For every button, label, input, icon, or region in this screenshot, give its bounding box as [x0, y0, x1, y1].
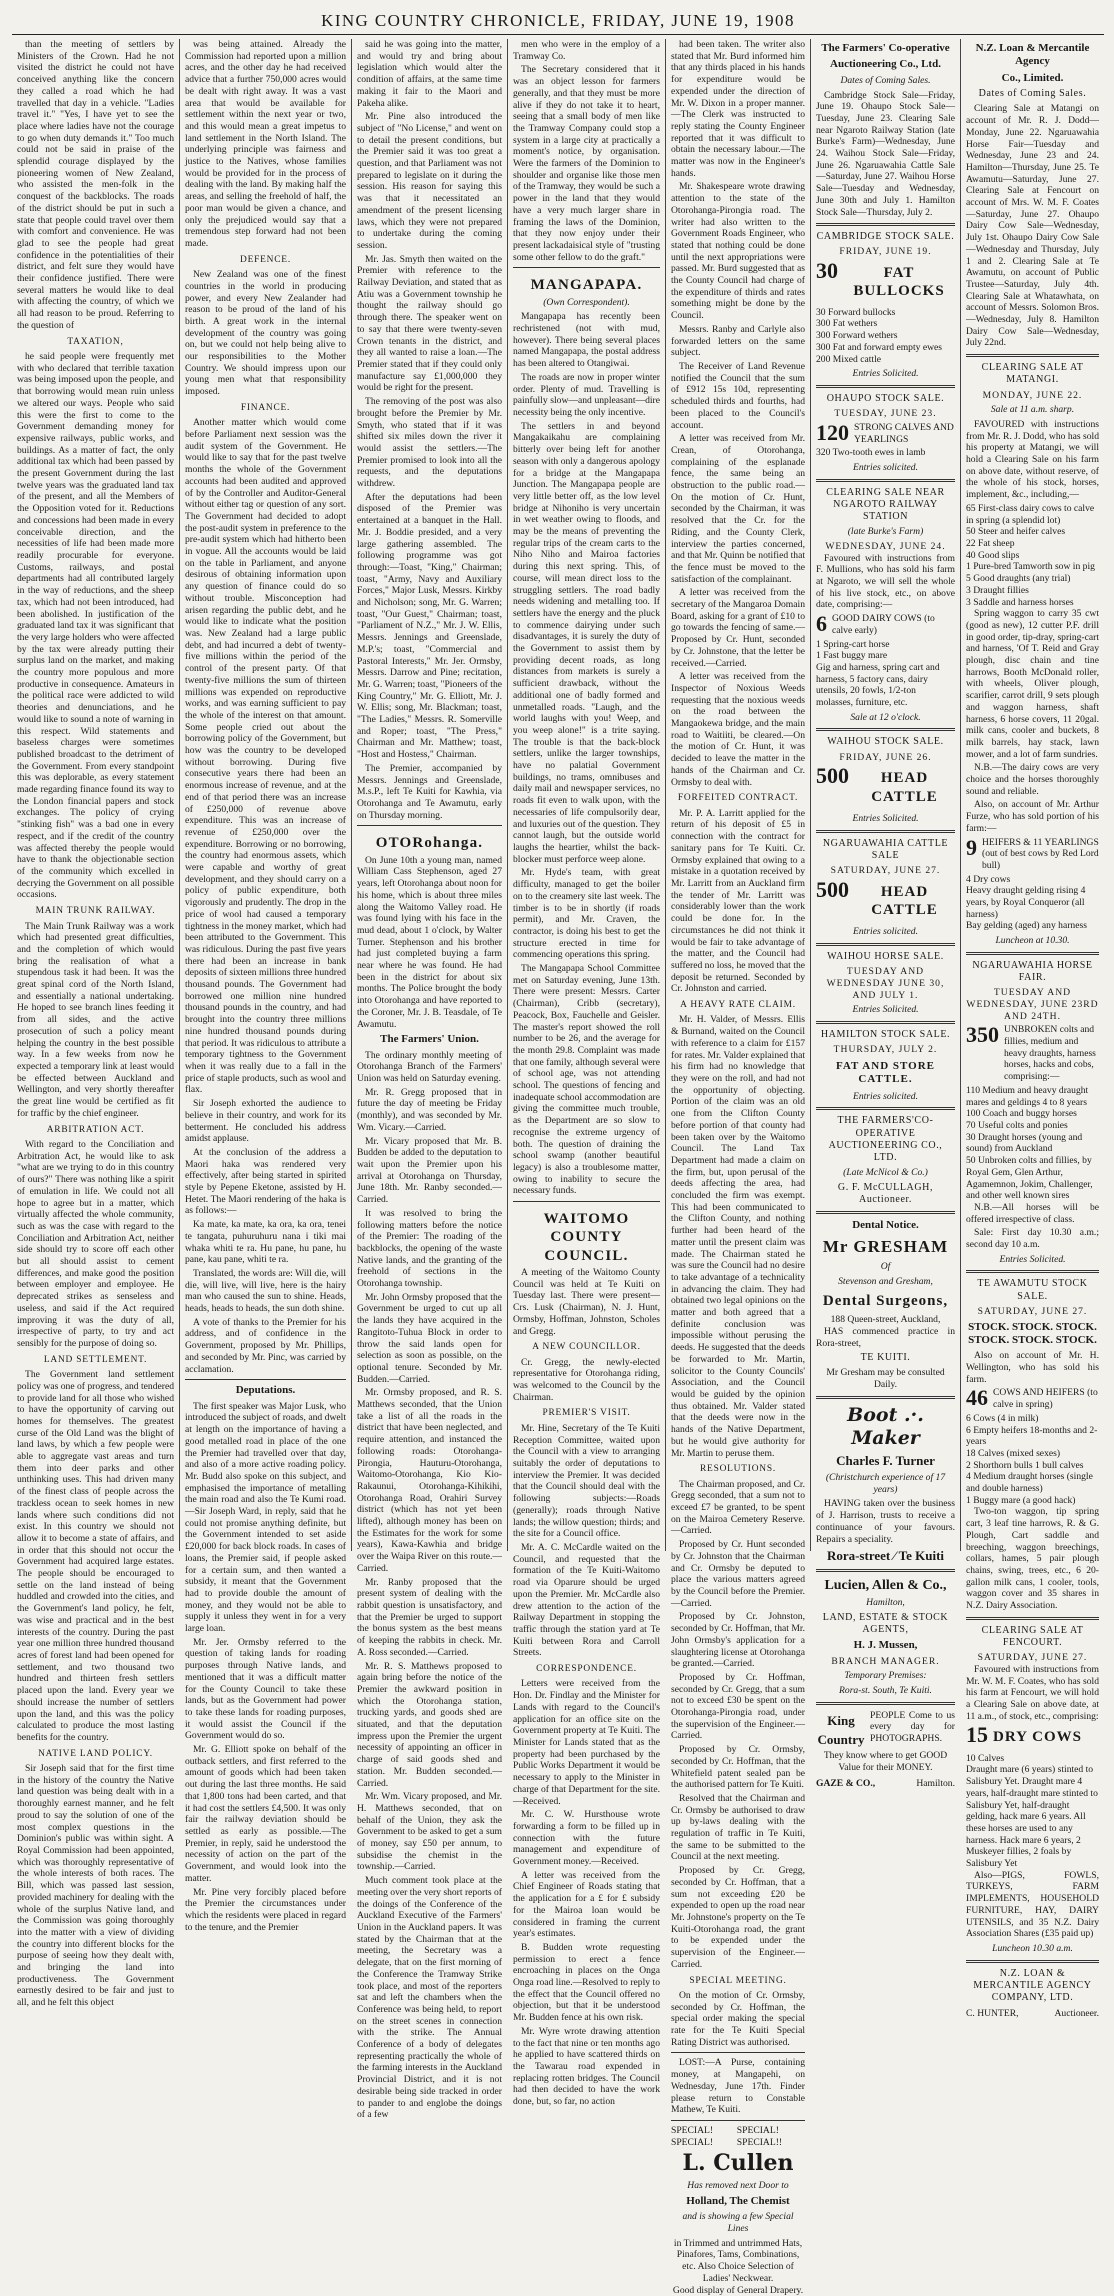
- paragraph: The roads are now in proper winter order. Plenty of mud. Travelling is painfully slow—and unpleasant—dire necessity being the only incentive.: [513, 371, 660, 418]
- paragraph: The ordinary monthly meeting of Otorohanga Branch of the Farmers' Union was held on Saturday evening.: [357, 1049, 502, 1085]
- lucien-line: LAND, ESTATE & STOCK AGENTS,: [822, 1611, 949, 1636]
- dentist-line: Stevenson and Gresham,: [838, 1276, 933, 1288]
- lot-label: FAT AND STORE CATTLE.: [836, 1059, 935, 1086]
- divider: [816, 1021, 955, 1024]
- ad-title: N.Z. Loan & Mercantile Agency: [975, 42, 1090, 68]
- cullen-name: L. Cullen: [682, 2150, 794, 2177]
- lot-number: 30: [816, 258, 838, 284]
- divider: [816, 1702, 955, 1705]
- paragraph: Sale: First day 10.30 a.m.; second day 10 a.m.: [966, 1227, 1099, 1251]
- entries-solicited: Entries Solicited.: [852, 368, 919, 380]
- sale-date: TUESDAY AND WEDNESDAY JUNE 30, AND JULY 1.: [826, 966, 945, 1001]
- subheading-deputations: Deputations.: [235, 1384, 296, 1397]
- paragraph: N.B.—All horses will be offered irrespective of class.: [966, 1201, 1099, 1225]
- subheading-farmers-union: The Farmers' Union.: [380, 1033, 479, 1046]
- entries-solicited: Entries Solicited.: [999, 1253, 1066, 1265]
- paragraph: was being attained. Already the Commission had reported upon a million acres, and the other day he had received advice that a further 750,000 acres would be dealt with right away. It was a vast area that would be available for settlement within the next year or two, and this would mean a great impetus to land settlement in the North Island. The underlying principle was fairness and justice to the Natives, whose families would be provided for in the process of dealing with the land. By making half the areas, and selling the freehold of half, the poor man would be given a chance, and only the prejudiced would say that a tremendous step forward had not been made.: [185, 39, 346, 249]
- paragraph: The first speaker was Major Lusk, who introduced the subject of roads, and dwelt at length on the importance of having a good metalled road in place of the one the Premier had travelled over that day, and also of a more active roading policy. Mr. Budd also spoke on this subject, and emphasised the importance of metalling the main road and also the Te Kumi road.—Sir Joseph Ward, in reply, said that he could not promise anything definite, but the Government intended to set aside £20,000 for back block roads. In cases of loans, the Premier said, if people asked for a certain sum, and then wanted a subsidy, it meant that the Government had to provide double the amount of money, and they would not be able to supply it unless they went in for a very large loan.: [185, 1400, 346, 1635]
- byline: (Own Correspondent).: [543, 296, 630, 308]
- special-banner: [671, 2125, 805, 2148]
- paragraph: Mr. C. W. Hursthouse wrote forwarding a form to be filled up in connection with the future management and expenditure of Government money.—Received.: [513, 1809, 660, 1868]
- column-3: [352, 39, 508, 2121]
- paragraph: Proposed by Cr. Gregg, seconded by Cr. Hoffman, that a sum not exceeding £20 be expended to open up the road near Mr. Johnstone's property on the Te Kuiti-Otorohanga road, the grant to be expended under the supervision of the Engineer.—Carried.: [671, 1865, 805, 1970]
- ad-footer: THE FARMERS'CO-OPERATIVE AUCTIONEERING CO., LTD.: [828, 1115, 943, 1163]
- headline-otorohanga: OTORohanga.: [375, 835, 484, 852]
- subheading-main-trunk-railway: MAIN TRUNK RAILWAY.: [35, 906, 156, 917]
- lot-number: 15: [966, 1722, 988, 1748]
- turner-name: Charles F. Turner: [836, 1453, 935, 1469]
- gaze-town: Hamilton.: [916, 1777, 955, 1789]
- paragraph: The Receiver of Land Revenue notified the Council that the sum of £912 15s 10d, representing scheduled thirds and fourths, had been placed to the Council's account.: [671, 360, 805, 431]
- divider: [816, 1107, 955, 1110]
- paragraph: A letter was received from Mr. Crean, of Otorohanga, complaining of the esplanade fence, the same being an obstruction to the public road.—On the motion of Cr. Hunt, seconded by the Chairman, it was resolved that the Cr. for the Riding, and the County Clerk, interview the parties concerned, and that Mr. Quinn be notified that the fence must be moved to the satisfaction of the complainant.: [671, 433, 805, 585]
- paragraph: Cr. Gregg, the newly-elected representative for Otorohanga riding, was welcomed to the Council by the Chairman.: [513, 1356, 660, 1403]
- lot-number: 500: [816, 876, 849, 902]
- special-left: SPECIAL! SPECIAL!: [671, 2125, 714, 2148]
- paragraph: Mr. P. A. Larritt applied for the return of his deposit of £5 in connection with the contract for sanitary pans for Te Kuiti. Cr. Ormsby explained that owing to a mistake in a quotation received by Mr. Larritt from an Auckland firm the tender of Mr. Larritt was considerably lower than the work could be done for. In the circumstances he did not think it would be fair to take advantage of the matter, and the Council had suffered no loss, he moved that the deposit be returned. Seconded by Cr. Johnston and carried.: [671, 807, 805, 995]
- paragraph: The Mangapapa School Committee met on Saturday evening, June 13th. There were present: Messrs. Carter (Chairman), Cribb (secretary), Peacock, Box, Fauchelle and Geisler. The master's report showed the roll number to be 26, and the average for the month 29.8. Complaint was made that one family, although several were of school age, was not attending school. The questions of fencing and inadequate school accommodation are giving the committee much trouble, as the Department are so slow to recognise the extreme urgency of both. The question of draining the school swamp (another beautiful legacy) is also a troublesome matter, owing to inability to secure the necessary funds.: [513, 963, 660, 1197]
- paragraph: Favoured with instructions from F. Mullions, who has sold his farm at Ngaroto, we will sell the whole of his live stock, etc., on above date, comprising:—: [816, 552, 955, 611]
- sale-date: FRIDAY, JUNE 19.: [839, 246, 932, 258]
- cullen-line: and is showing a few Special Lines: [682, 2211, 794, 2235]
- column-4: [508, 39, 666, 2108]
- divider: [816, 1211, 955, 1214]
- subheading-new-councillor: A NEW COUNCILLOR.: [532, 1342, 641, 1353]
- paragraph: The Premier, accompanied by Messrs. Jennings and Greenslade, M.s.P., left Te Kuiti for Kawhia, via Otorohanga and Te Awamutu, early on Thursday morning.: [357, 762, 502, 821]
- sale-heading: HAMILTON STOCK SALE.: [820, 1029, 951, 1041]
- dentist-line: Dental Surgeons,: [822, 1292, 949, 1309]
- paragraph: he said people were frequently met with who declared that terrible taxation was being imposed upon the people, and that borrowing would mean ruin unless we altered our ways. People who said this were the first to come to the Government demanding money for expensive railways, public works, and buildings. As a matter of fact, the only additional tax which had been passed by the present Government during the last twelve years was the graduated land tax of the present, and all the Members of the Opposition voted for it. Reductions and concessions had been made in every conceivable direction, and the necessities of life had been made more readily procurable for everyone. Customs, railways, and postal departments had all contributed largely in the way of reductions, and the sheep tax, which had not been introduced, had been abolished. In justification of the graduated land tax it was significant that the very large holders who were affected by the tax were already putting their surplus land on the market, and making the country more populous and more productive in consequence. Amateurs in the political race were addicted to wild theories and denunciations, and he would like to sound a note of warning in this respect. Wild statements and baseless charges were sometimes published broadcast to the detriment of the Government. From every standpoint this was deplorable, as every statement made regarding finance found its way to the London financial papers and stock exchanges. The policy of crying "stinking fish" was a bad one in every respect, and if the credit of the country was affected thereby the people would have to thank the objectionable section of the community which excelled in decrying the Government on all possible occasions.: [17, 351, 174, 901]
- divider: [816, 830, 955, 833]
- columns: [12, 39, 1104, 2296]
- paragraph: Messrs. Ranby and Carlyle also forwarded letters on the same subject.: [671, 323, 805, 359]
- paragraph: A letter was received from the Chief Engineer of Roads stating that the application for a £ for £ subsidy for the Mairoa loan would be considered in framing the current year's estimates.: [513, 1869, 660, 1940]
- dentist-line: TE KUITI.: [860, 1352, 911, 1364]
- king-country-line: PEOPLE Come to us every day for PHOTOGRAPHS.: [870, 1709, 955, 1745]
- subheading-arbitration-act: ARBITRATION ACT.: [46, 1124, 145, 1135]
- paragraph: Much comment took place at the meeting over the very short reports of the doings of the Conference of the Auckland Executive of the Farmers' Union in the Auckland papers. It was stated by the Chairman that at the meeting, the Secretary was a delegate, that on the first morning of the Conference the Tramway Strike took place, and most of the reporters sat and left the chambers when the Conference was being held, to report on the street scenes in connection with the strike. The Annual Conference of a body of delegates representing practically the whole of the farming interests in the Auckland Provincial District, and it is not desirable being side tracked in order to pander to and englobe the doings of a few: [357, 1875, 502, 2121]
- lot-line: [816, 765, 955, 810]
- lot-number: 500: [816, 763, 849, 789]
- paragraph: Ka mate, ka mate, ka ora, ka ora, tenei te tangata, puhuruhuru nana i tiki mai whaka whiti te ra. Hu pane, hu pane, hu pane, kau pane, whiti te ra.: [185, 1219, 346, 1266]
- paragraph: Mr. Vicary proposed that Mr. B. Budden be added to the deputation to wait upon the Premier upon his arrival at Otorohanga on Thursday, June 18th. Mr. Ranby seconded.—Carried.: [357, 1135, 502, 1206]
- mussen-line: Rora-st. South, Te Kuiti.: [839, 1685, 932, 1697]
- entries-solicited: Entries solicited.: [852, 1090, 918, 1102]
- lot-items: 30 Forward bullocks 300 Fat wethers 300 Forward wethers 300 Fat and forward empty ewes 200 Mixed cattle: [816, 306, 943, 365]
- lot-number: 6: [816, 611, 827, 637]
- paragraph: Mr. Wyre wrote drawing attention to the fact that nine or ten months ago he applied to have scattered thirds on the Tawarau road expended in replacing rotten bridges. The Council had then decided to have the work done, but, so far, no action: [513, 2025, 660, 2108]
- gaze-footer: [816, 1778, 955, 1790]
- lot-items: 10 Calves Draught mare (6 years) stinted to Salisbury Yet. Draught mare 4 years, half-draught mare stinted to Salisbury Yet, half-draught gelding, hack mare 6 years. All these horses are used to any harness. Hack mare 6 years, 2 Muskeyer fillies, 2 foals by Salisbury Yet: [966, 1752, 1098, 1870]
- paragraph: Mr. Hine, Secretary of the Te Kuiti Reception Committee, waited upon the Council with a view to arranging suitably the order of deputations to interview the Premier. It was decided that the Council should deal with the following subjects:—Roads (generally); roads through Native lands; the willow question; thirds; and the site for a Council office.: [513, 1422, 660, 1540]
- sale-date: WEDNESDAY, JUNE 24.: [825, 540, 946, 552]
- paragraph: Translated, the words are: Will die, will die, will live, will live, here is the hairy man who caused the sun to shine. Heads, heads, heads to heads, the sun doth shine.: [185, 1267, 346, 1315]
- lot-number: 350: [966, 1022, 999, 1048]
- sale-subtitle: (late Burke's Farm): [847, 526, 924, 538]
- divider: [357, 825, 502, 826]
- sale-dates: Cambridge Stock Sale—Friday, June 19. Ohaupo Stock Sale—Tuesday, June 23. Clearing Sale near Ngaroto Railway Station (late Burke's Farm)—Wednesday, June 24. Waihou Stock Sale—Friday, June 26. Ngaruawahia Cattle Sale—Saturday, June 27. Waihou Horse Sale—Tuesday and Wednesday, June 30th and July 1. Hamilton Stock Sale—Thursday, July 2.: [816, 89, 955, 218]
- subheading-native-land-policy: NATIVE LAND POLICY.: [38, 1748, 153, 1759]
- lot-items: 65 First-class dairy cows to calve in spring (a splendid lot) 50 Steer and heifer calves 22 Fat sheep 40 Good slips 1 Pure-bred Tamworth sow in pig 5 Good draughts (any trial) 3 Draught fillies 3 Saddle and harness horses: [966, 502, 1095, 608]
- ad-title: Co., Limited.: [1001, 71, 1064, 84]
- subheading-special-meeting: SPECIAL MEETING.: [689, 1975, 787, 1986]
- lot-label: STRONG CALVES AND YEARLINGS: [854, 421, 954, 445]
- ad-footer: N.Z. LOAN & MERCANTILE AGENCY COMPANY, LTD.: [973, 1967, 1092, 2004]
- subheading-defence: DEFENCE.: [240, 254, 291, 265]
- paragraph: After the deputations had been disposed of the Premier was entertained at a banquet in the Hall. Mr. J. Boddie presided, and a very large gathering assembled. The following programme was got through:—Toast, "King," Chairman; toast, "Army, Navy and Auxiliary Forces," Major Lusk, Messrs. Kirkby and Nicholson; song, Mr. G. Warren; toast, "Our Guest," Chairman; toast, "Parliament of N.Z.," Mr. J. W. Ellis, Messrs. Jennings and Greenslade, M.P.'s; toast, "Commercial and Pastoral Interests," Mr. Jer. Ormsby, Messrs. Darrow and Pine; recitation, Mr. G. Warren; toast, "Pioneers of the King Country," Mr. G. Elliott, Mr. J. W. Ellis; song, Mr. Blackman; toast, "The Ladies," Messrs. R. Somerville and Roper; toast, "The Press," Chairman and Mr. Matthew; toast, "Host and Hostess," Chairman.: [357, 491, 502, 761]
- paragraph: On June 10th a young man, named William Cass Stephenson, aged 27 years, left Otorohanga about noon for his home, which is about three miles along the Waitomo Valley road. He was found lying with his face in the mud dead, about 1 o'clock, by Walter Turner. Stephenson and his brother had just completed buying a farm near where he was found. He had been in the district for about six months. The Police brought the body into Otorohanga and have reported to the Coroner, Mr. J. B. Teasdale, of Te Awamutu.: [357, 854, 502, 1030]
- paragraph: A meeting of the Waitomo County Council was held at Te Kuiti on Tuesday last. There were present—Crs. Lusk (Chairman), N. J. Hunt, Ormsby, Hoffman, Johnston, Scholes and Gregg.: [513, 1266, 660, 1337]
- paragraph: Proposed by Cr. Johnston, seconded by Cr. Hoffman, that Mr. John Ormsby's application for a slaughtering license at Otorohanga be granted.—Carried.: [671, 1611, 805, 1670]
- turner-line: HAVING taken over the business of J. Harrison, trusts to receive a continuance of your favours. Repairs a speciality.: [816, 1498, 955, 1545]
- paragraph: Mr. Wm. Vicary proposed, and Mr. H. Matthews seconded, that on behalf of the Union, they ask the Government to be asked to get a sum of money, say £50 per annum, to subsidise the chemist in the township.—Carried.: [357, 1791, 502, 1873]
- column-7: [961, 39, 1104, 2020]
- lost-notice: LOST:—A Purse, containing money, at Mangapehi, on Wednesday, June 17th. Finder please return to Constable Mathew, Te Kuiti.: [671, 2057, 805, 2116]
- sale-heading: WAIHOU HORSE SALE.: [827, 951, 944, 963]
- auctioneer-name: C. HUNTER,: [966, 2008, 1019, 2020]
- sale-heading: CLEARING SALE AT FENCOURT.: [981, 1624, 1084, 1648]
- paragraph: The removing of the post was also brought before the Premier by Mr. Smyth, who stated that if it was shifted six miles down the river it would assist the settlers.—The Premier promised to look into all the requests, and the deputations withdrew.: [357, 396, 502, 490]
- paragraph: It was resolved to bring the following matters before the notice of the Premier: The roading of the backblocks, the opening of the waste Native lands, and the granting of the freehold of sections in the Otorohanga township.: [357, 1207, 502, 1290]
- sale-time: Sale at 12 o'clock.: [850, 711, 921, 723]
- king-country-ad: [816, 1710, 955, 1751]
- gaze-name: GAZE & CO.,: [816, 1777, 876, 1789]
- dentist-name: Mr GRESHAM: [822, 1236, 949, 1256]
- lot-line: [966, 834, 1099, 872]
- paragraph: said he was going into the matter, and would try and bring about legislation which would alter the condition of affairs, at the same time making it fair to the Maori and Pakeha alike.: [357, 39, 502, 109]
- paragraph: Mr. A. C. McCardle waited on the Council, and requested that the formation of the Te Kuiti-Waitomo road via Oparure should be urged upon the Premier. Mr. McCardle also drew attention to the action of the Railway Department in stopping the traffic through the station yard at Te Kuiti between Rora and Carroll Streets.: [513, 1541, 660, 1659]
- king-country-label: King: [827, 1712, 855, 1728]
- luncheon: Luncheon 10.30 a.m.: [992, 1942, 1073, 1954]
- paragraph: Mangapapa has recently been rechristened (not with mud, however). There being several places named Mangapapa, the postal address has been altered to Otangiwai.: [513, 311, 660, 370]
- divider: [816, 728, 955, 731]
- turner-line: (Christchurch experience of 17 years): [825, 1472, 946, 1495]
- divider: [816, 1396, 955, 1399]
- lot-line: [816, 260, 955, 305]
- paragraph: A letter was received from the secretary of the Mangaroa Domain Board, asking for a grant of £10 to go towards the fencing of same.—Proposed by Cr. Hunt, seconded by Cr. Johnstone, that the letter be received.—Carried.: [671, 587, 805, 669]
- paragraph: Mr. H. Valder, of Messrs. Ellis & Burnand, waited on the Council with reference to a claim for £157 for rates. Mr. Valder explained that his firm had no knowledge that they were on the roll, and had not the opportunity of objecting. Portion of the claim was an old one from the Clifton County before portion of that county had been taken over by the Waitomo Council. The Land Tax Department had made a claim on the firm, but, upon perusal of the deeds affecting the area, had concluded the firm was exempt. This had been communicated to the Clifton County, and nothing further had been heard of the matter until the present claim was made. The Chairman stated he was sure the Council had no desire to take advantage of a technicality in advancing the claim. They had obtained two legal opinions on the matter and both agreed that a definite conclusion was impossible without perusing the deeds. He suggested that the deeds be forwarded to Mr. Martin, solicitor to the County Councils' Association, and the Council would be guided by the opinion thus obtained. Mr. Valder stated that the deeds were now in the hands of the Native Department, but he would give authority for Mr. Martin to peruse them.: [671, 1014, 805, 1459]
- paragraph: Mr. R. Gregg proposed that in future the day of meeting be Friday (monthly), and was seconded by Mr. Wm. Vicary.—Carried.: [357, 1086, 502, 1133]
- lot-number: 120: [816, 419, 849, 445]
- divider: [816, 385, 955, 388]
- paragraph: Proposed by Cr. Hunt seconded by Cr. Johnston that the Chairman and Cr. Ormsby be deputed to place the various matters agreed by the Council before the Premier.—Carried.: [671, 1539, 805, 1609]
- cullen-line: Has removed next Door to: [687, 2180, 789, 2192]
- sale-heading: CAMBRIDGE STOCK SALE.: [816, 231, 955, 243]
- headline-mangapapa: MANGAPAPA.: [530, 277, 643, 294]
- sale-date: TUESDAY AND WEDNESDAY, JUNE 23RD AND 24TH.: [966, 987, 1099, 1022]
- sale-heading: WAIHOU STOCK SALE.: [827, 736, 944, 748]
- sale-heading: NGARUAWAHIA CATTLE SALE: [822, 837, 949, 861]
- auctioneer-footer: [966, 2008, 1099, 2020]
- mussen-line: Temporary Premises:: [844, 1670, 927, 1682]
- paragraph: A vote of thanks to the Premier for his address, and of confidence in the Government, proposed by Mr. Phillips, and seconded by Mr. Pinc, was carried by acclamation.: [185, 1316, 346, 1375]
- lot-label: HEIFERS & 11 YEARLINGS (out of best cows by Red Lord bull): [982, 836, 1099, 871]
- paragraph: The Government land settlement policy was one of progress, and tendered to provide land for all those who wished to have the opportunity of carving out homes for themselves. The greatest curse of the Old Land was the blight of land laws, by which a few people were able to aggregate vast areas and turn them into deer parks and other unthinking uses. This had driven many of the finest class of people across the trackless ocean to seek homes in new lands where such conditions did not exist. In this country we should not allow it to become a state of affairs, and in order that this should not occur the Government had acquired large estates. The people should be encouraged to settle on the land instead of being huddled and crowded into the cities, and the Government's land policy, he felt, was wise and practical and in the best interests of the country. During the past year one million three hundred thousand acres of forest land had been opened for settlement, and two thousand two hundred and thirteen fresh settlers placed upon the land. Every year we should increase the number of settlers upon the land, and this was the policy calculated to produce the most lasting benefits for the country.: [17, 1369, 174, 1743]
- divider: [966, 1617, 1099, 1620]
- paragraph: Spring waggon to carry 35 cwt (good as new), 12 cutter P.F. drill in good order, tip-dray, spring-cart and harness, 'Of T. Reid and Gray plough, disc chain and tine harrows, Booth McDonald roller, with wheels, Oliver plough, scarifier, carrot drill, 9 sets plough and waggon harness, shaft harness, 6 horse covers, 11 20gal. milk cans, cooler and buckets, 8 milk barrels, hay stack, lawn mower, and a lot of farm sundries.: [966, 608, 1099, 760]
- cullen-line: in Trimmed and untrimmed Hats, Pinafores, Tams, Combinations, etc. Also Choice Selection of Ladies' Neckwear.: [673, 2237, 803, 2284]
- divider: [816, 943, 955, 946]
- paragraph: Mr. Pine also introduced the subject of "No License," and went on to detail the present conditions, but the Premier said it was too great a question, and that Parliament was not prepared to legislate on it during the session. His reason for saying this was that it necessitated an amendment of the present licensing laws, which they were not prepared to undertake during the coming session.: [357, 111, 502, 251]
- boot-maker-heading: Boot .·. Maker: [847, 1403, 924, 1449]
- lot-label: FAT BULLOCKS: [853, 265, 945, 300]
- paragraph: Mr. R. S. Matthews proposed to again bring before the notice of the Premier the awkward position in which the Otorohanga station, trucking yards, and goods shed are situated, and that the deputation impress upon the Premier the urgent necessity of appointing an officer in charge of said goods shed and station. Mr. Budden seconded.—Carried.: [357, 1660, 502, 1789]
- paragraph: Two-ton waggon, tip spring cart, 3 leaf tine harrows, R. & G. Plough, Cart saddle and breeching, waggon breechings, collars, hames, 5 pair plough chains, swing, trees, etc., 6 20-gallon milk cans, 1 cooler, tools, waggon cover and 35 shares in N.Z. Dairy Association.: [966, 1506, 1099, 1612]
- rora-street: Rora-street ⁄ Te Kuiti: [826, 1548, 945, 1564]
- divider: [513, 1201, 660, 1202]
- paragraph: Mr. G. Elliott spoke on behalf of the outback settlers, and first referred to the amount of goods which had been taken out during the last three months. He said that 1,800 tons had been carted, and that it had cost the settlers £4,500. It was only fair the railway deviation should be settled as early as possible.—The Premier, in reply, said he understood the necessity of action on the part of the Government, and would look into the matter.: [185, 1744, 346, 1884]
- paragraph: Resolved that the Chairman and Cr. Ormsby be authorised to draw up by-laws dealing with the regulation of traffic in Te Kuiti, the same to be submitted to the Council at the next meeting.: [671, 1792, 805, 1863]
- paragraph: Sir Joseph said that for the first time in the history of the country the Native land question was being dealt with in a thoroughly earnest manner, and he felt proud to say the solution of one of the most complex questions in the Dominion's public was within sight. A Royal Commission had been appointed, which was thoroughly representative of the whole interests of both races. The Bill, which was passed last session, provided machinery for dealing with the whole of the surplus Native land, and the Commission was going thoroughly into the matter with a view of dividing the country into different blocks for the purpose of seeing how they dealt with, and bringing the land into productiveness. The Government earnestly desired to be fair and just to all, and he felt this object: [17, 1763, 174, 2009]
- paragraph: than the meeting of settlers by Ministers of the Crown. Had he not visited the district he could not have conceived anything like the concern they called a road which he had travelled that day in a vehicle. "Ladies travel it." "Yes, I have yet to see the place where ladies have not the courage to go when duty demands it." Too much could not be said in praise of the splendid courage displayed by the pioneering women of New Zealand, who assisted the men-folk in the conquest of the backblocks. The roads of the district should be put in such a state that people could travel over them with comfort and convenience. He was glad to see the people had great confidence in the potentialities of their district, and felt sure they would have their confidence justified. There were several matters he would like to deal with affecting the country, of which we all had reason to be proud. Referring to the question of: [17, 39, 174, 331]
- dental-notice-heading: Dental Notice.: [852, 1219, 919, 1232]
- auctioneer: G. F. McCULLAGH, Auctioneer.: [837, 1181, 934, 1206]
- column-2: [180, 39, 352, 1933]
- lot-line: [816, 613, 955, 636]
- entries-solicited: Entries Solicited.: [852, 1004, 919, 1016]
- special-right: SPECIAL! SPECIAL!!: [736, 2125, 783, 2148]
- lot-label: HEAD CATTLE: [871, 770, 938, 805]
- sale-date: SATURDAY, JUNE 27.: [830, 865, 941, 877]
- dentist-line: Mr Gresham may be consulted Daily.: [826, 1367, 945, 1391]
- paragraph: At the conclusion of the address a Maori haka was rendered very effectively, after being started in spirited style by Pepene Eketone, assisted by H. Hetet. The Maori rendering of the haka is as follows:—: [185, 1146, 346, 1217]
- luncheon: Luncheon at 10.30.: [995, 935, 1070, 947]
- ad-footer: (Late McNicol & Co.): [843, 1167, 928, 1179]
- sale-dates: Clearing Sale at Matangi on account of Mr. R. J. Dodd—Monday, June 22. Ngaruawahia Horse Fair—Tuesday and Wednesday, June 23 and 24. Hamilton—Thursday, June 25. Te Awamutu—Saturday, June 27. Clearing Sale at Fencourt on account of Mrs. W. M. F. Coates—Saturday, June 27. Ohaupo Dairy Cow Sale—Wednesday, July 1st. Ohaupo Dairy Cow Sale—Wednesday and Thursday, July 1 and 2. Clearing Sale at Te Awamutu, on account of Public Trustee—Saturday, July 4th. Clearing Sale at Whatawhata, on account of Messrs. Solomon Bros.—Wednesday, July 8. Hamilton Dairy Cow Sale—Wednesday, July 22nd.: [966, 103, 1099, 349]
- paragraph: Favoured with instructions from Mr. W. M. F. Coates, who has sold his farm at Fencourt, we will hold a Clearing Sale on above date, at 11 a.m., of stock, etc., comprising:: [966, 1663, 1099, 1722]
- sale-heading: NGARUAWAHIA HORSE FAIR.: [972, 959, 1093, 984]
- paragraph: Another matter which would come before Parliament next session was the audit system of the Government. He would like to say that for the past twelve months the whole of the Government accounts had been audited and approved of by the Controller and Auditor-General without either tag or question of any sort. The Government had decided to adopt the post-audit system in preference to the pre-audit system which had hitherto been in vogue. All the accounts would be laid on the table in Parliament, and anyone desirous of obtaining information upon any question of finance could do so without trouble. Misconception had arisen regarding the public debt, and he would like to indicate what the position was. New Zealand had a large public debt, and had incurred a debt of twenty-five millions within the period of the control of the present party. Of that twenty-five millions the sum of thirteen millions was expended on reproductive works, and was earning sufficient to pay the whole of the interest on that amount. Some people cried out about the borrowing policy of the Government, but how was the country to be developed without borrowing. During five consecutive years there had been an enormous increase of revenue, and at the end of that period there was an increase of £250,000 of revenue above expenditure. This was an increase of revenue of £250,000 over the expenditure. Borrowing or no borrowing, the country had enormous assets, which were capable and worthy of great development, and they should carry on a policy of public expenditure, both vigorously and prudently. The drop in the price of wool had caused a temporary tightness in the money market, which had been attributed to the Government. This was ridiculous. During the past five years there had been an increase in bank deposits of sixteen millions three hundred thousand pounds. The Government had borrowed one million nine hundred thousand pounds in the country, and had brought into the country three millions nine hundred thousand pounds during that period. It was ridiculous to attribute a temporary tightness to the Government when it was really due to a fall in the price of staple products, such as wool and flax.: [185, 417, 346, 1096]
- paragraph: Mr. Pine very forcibly placed before the Premier the circumstances under which the residents were placed in regard to the tenure, and the Premier: [185, 1886, 346, 1933]
- paragraph: FAVOURED with instructions from Mr. R. J. Dodd, who has sold his property at Matangi, we will hold a Clearing Sale on his farm on above date, without reserve, of the whole of his stock, horses, implement, &c., including,—: [966, 418, 1099, 501]
- entries-solicited: Entries solicited.: [852, 461, 918, 473]
- lucien-allen-name: Lucien, Allen & Co.,: [824, 1578, 947, 1594]
- masthead: KING COUNTRY CHRONICLE, FRIDAY, JUNE 19, 1908: [12, 8, 1104, 35]
- paragraph: On the motion of Cr. Ormsby, seconded by Cr. Hoffman, the special order making the special rate for the Te Kuiti Special Rating District was authorised.: [671, 1989, 805, 2048]
- mussen-line: BRANCH MANAGER.: [831, 1655, 940, 1667]
- paragraph: Sir Joseph exhorted the audience to believe in their country, and work for its betterment. He concluded his address amidst applause.: [185, 1098, 346, 1145]
- subheading-finance: FINANCE.: [240, 402, 291, 413]
- divider: [671, 2120, 805, 2121]
- subheading-heavy-rate-claim: A HEAVY RATE CLAIM.: [680, 1000, 796, 1011]
- lucien-line: Hamilton,: [866, 1597, 905, 1609]
- divider: [966, 1960, 1099, 1963]
- paragraph: A letter was received from the Inspector of Noxious Weeds requesting that the noxious weeds on the road between the Mangaokewa bridge, and the main road to Waitiiti, be cleared.—On the motion of Cr. Hunt, it was decided to leave the matter in the hands of the Chairman and Cr. Ormsby to deal with.: [671, 671, 805, 788]
- paragraph: Mr. Ranby proposed that the present system of dealing with the rabbit question is unsatisfactory, and that the Premier be urged to support the bonus system as the best means of keeping the rabbits in check. Mr. A. Ross seconded.—Carried.: [357, 1576, 502, 1658]
- subheading-resolutions: RESOLUTIONS.: [699, 1464, 776, 1475]
- paragraph: Also, on account of Mr. Arthur Furze, who has sold portion of his farm:—: [966, 799, 1099, 834]
- lot-items: 6 Cows (4 in milk) 6 Empty heifers 18-months and 2-years 18 Calves (mixed sexes) 2 Shorthorn bulls 1 bull calves 4 Medium draught horses (single and double harness) 1 Buggy mare (a good hack): [966, 1412, 1098, 1506]
- column-6: [811, 39, 961, 1789]
- divider: [966, 952, 1099, 955]
- paragraph: Also on account of Mr. H. Wellington, who has sold his farm.: [966, 1350, 1099, 1385]
- paragraph: Mr. Ormsby proposed, and R. S. Matthews seconded, that the Union take a list of all the roads in the district that have been neglected, and require attention, and instanced the following roads: Otorohanga-Pirongia, Hauturu-Otorohanga, Waitomo-Otorohanga, Kio Kio-Rakaunui, Otorohanga-Kihikihi, Otorohanga Road, Orahiri Survey district (which has not yet been lifted), although money has been on the Estimates for the work for some years), Kawa-Kawhia and bridge over the Waipa River on this route.—Carried.: [357, 1387, 502, 1574]
- mussen-name: H. J. Mussen,: [853, 1639, 918, 1652]
- king-country-line: They know where to get GOOD Value for their MONEY.: [823, 1750, 948, 1774]
- sale-heading: CLEARING SALE NEAR NGAROTO RAILWAY STATION: [826, 486, 945, 523]
- dentist-line: HAS commenced practice in Rora-street,: [816, 1325, 955, 1349]
- paragraph: Mr. John Ormsby proposed that the Government be urged to cut up all the lands they have acquired in the Rangitoto-Tuhua Block in order to throw the said lands open for selection as soon as possible, on the optional tenure. Seconded by Mr. Budden.—Carried.: [357, 1291, 502, 1385]
- entries-solicited: Entries solicited.: [852, 926, 918, 938]
- ad-subtitle: Dates of Coming Sales.: [840, 74, 931, 86]
- divider: [816, 1569, 955, 1572]
- divider: [966, 354, 1099, 357]
- auctioneer-title: Auctioneer.: [1054, 2008, 1099, 2020]
- ad-title: Auctioneering Co., Ltd.: [830, 58, 941, 71]
- lot-items: 320 Two-tooth ewes in lamb: [816, 447, 926, 459]
- paragraph: The Main Trunk Railway was a work which had presented great difficulties, and the completion of which would bring the realisation of what a stupendous task it had been. It was the great spinal cord of the North Island, and essentially a national undertaking. He hoped to see branch lines feeding it from all sides, and the active prosecution of such a policy meant helping the country in the best possible way. In a few weeks from now he expected a temporary link at least would be effected between Auckland and Wellington, and very shortly thereafter the great line would be certified as fit for traffic by the chief engineer.: [17, 920, 174, 1119]
- paragraph: Letters were received from the Hon. Dr. Findlay and the Minister for Lands with regard to the Council's application for an office site on the Government property at Te Kuiti. The Minister for Lands stated that as the property had been purchased by the Public Works Department it would be necessary to apply to the Minister in charge of that Department for the site.—Received.: [513, 1678, 660, 1807]
- sale-date: MONDAY, JUNE 22.: [982, 389, 1083, 401]
- paragraph: The Secretary considered that it was an object lesson for farmers generally, and that they must be more alive if they do not take it to heart, seeing that a small body of men like the Tramway Company could stop a system in a large city at practically a moment's notice, by organisation. Were the farmers of the Dominion to shoulder and organise like those men of the Tramway, they would be such a power in the land that they would have a very much larger share in framing the laws of the Dominion, that they now enjoy under their present lackadaisical style of "trusting some other fellow to do the graft.": [513, 64, 660, 263]
- lot-line: [816, 419, 955, 445]
- paragraph: B. Budden wrote requesting permission to erect a fence encroaching in places on the Onga Onga road line.—Resolved to reply to the effect that the Council offered no objection, but that it be understood Mr. Budden fence at his own risk.: [513, 1941, 660, 2024]
- paragraph: With regard to the Conciliation and Arbitration Act, he would like to ask "what are we trying to do in this country of ours?" There was nothing like a spirit of emulation in life. We could not all hope to agree but in a matter, which virtually affected the whole community, such as was the case with regard to the Conciliation and Arbitration Act, neither side should try to score off each other but all should assist to cement differences, and make good the position between employer and employee. He deprecated strikes as senseless and useless, and said if the Act required improving it was the duty of all, irrespective of party, to try and act sensibly for the purpose of doing so.: [17, 1138, 174, 1349]
- column-1: [12, 39, 180, 2009]
- lot-label: DRY COWS: [993, 1729, 1083, 1746]
- lot-line: [966, 1724, 1099, 1750]
- subheading-land-settlement: LAND SETTLEMENT.: [43, 1354, 148, 1365]
- dentist-line: Of: [880, 1261, 891, 1273]
- lot-label: COWS AND HEIFERS (to calve in spring): [993, 1387, 1098, 1411]
- lot-items: 1 Spring-cart horse 1 Fast buggy mare Gig and harness, spring cart and harness, 5 factory cans, dairy utensils, 20 fowls, 1/2-ton molasses, furniture, etc.: [816, 638, 940, 709]
- paragraph: had been taken. The writer also stated that Mr. Burd informed him that any thirds placed in his hands for expenditure would be expended under the direction of Mr. W. Dixon in a proper manner.—The Clerk was instructed to reply stating the County Engineer reported that it was difficult to obtain the necessary labour.—The matter was now in the Engineer's hands.: [671, 39, 805, 179]
- cullen-line: Good display of General Drapery.: [672, 2284, 804, 2296]
- lot-items: 4 Dry cows Heavy draught gelding rising 4 years, by Royal Conqueror (all harness) Bay gelding (aged) any harness: [966, 873, 1087, 932]
- divider: [816, 223, 955, 226]
- lot-number: 9: [966, 834, 977, 860]
- lot-label: HEAD CATTLE: [871, 883, 938, 919]
- sale-date: SATURDAY, JUNE 27.: [977, 1652, 1088, 1664]
- lot-line: [966, 1387, 1099, 1410]
- stock-banner: STOCK. STOCK. STOCK. STOCK. STOCK. STOCK.: [968, 1320, 1097, 1346]
- ad-title: The Farmers' Co-operative: [821, 42, 950, 54]
- dentist-line: 188 Queen-street, Auckland,: [830, 1314, 941, 1326]
- paragraph: Also—PIGS, FOWLS, TURKEYS, FARM IMPLEMENTS, HOUSEHOLD FURNITURE, HAY, DAIRY UTENSILS, and 35 N.Z. Dairy Association Shares (£35 paid up): [966, 1869, 1099, 1940]
- sale-heading: OHAUPO STOCK SALE.: [826, 392, 945, 404]
- divider: [513, 267, 660, 268]
- cullen-line: Holland, The Chemist: [686, 2194, 790, 2207]
- lot-label: GOOD DAIRY COWS (to calve early): [832, 613, 935, 636]
- lot-items: 110 Medium and heavy draught mares and geldings 4 to 8 years 100 Coach and buggy horses 70 Useful colts and ponies 30 Draught horses (young and sound) from Auckland 50 Unbroken colts and fillies, by Royal Gem, Glen Arthur, Agamemnon, Jokim, Challenger, and other well known sires: [966, 1084, 1093, 1202]
- paragraph: men who were in the employ of a Tramway Co.: [513, 39, 660, 62]
- paragraph: The settlers in and beyond Mangakaikahu are complaining bitterly over being left for another season with only a dangerous apology for a bridge at the Mangapapa Junction. The Mangapapa people are very little better off, as the low level bridge at Nihoniho is very uncertain in wet weather owing to floods, and may be the means of preventing the regular trips of the cream carts to the Niho Niho and Mairoa factories during this next spring. This, of course, will mean direct loss to the struggling settlers. The road badly needs widening and metalling too. If settlers have the energy and the pluck to commence dairying under such disadvantages, it is surely the duty of the Government to assist them by providing decent roads, as long distances from markets is surely a sufficient drawback, without the additional one of badly formed and unmetalled roads. "Laugh, and the world laughs with you! Weep, and you weep alone!" is a trite saying. The trouble is that the back-block settlers, unlike the larger townships, have no palatial Government buildings, no trams, omnibuses and daily mail and newspaper services, no roads fit even to walk upon, with the necessaries of life compulsorily dear, and luxuries out of the question. They cannot laugh, but the outside world laughs the heartier, whilst the back-blocker must perforce weep alone.: [513, 420, 660, 865]
- column-5: [666, 39, 811, 2296]
- paragraph: Mr. Hyde's team, with great difficulty, managed to get the boiler on to the creamery site last week. The timber is to be in shortly (if roads permit), and Mr. Craven, the contractor, is doing his best to get the structure erected in time for commencing operations this spring.: [513, 867, 660, 961]
- paragraph: Proposed by Cr. Hoffman, seconded by Cr. Gregg, that a sum not to exceed £30 be spent on the Otorohanga-Pirongia road, under the supervision of the Engineer.—Carried.: [671, 1671, 805, 1742]
- paragraph: Mr. Shakespeare wrote drawing attention to the state of the Otorohanga-Pirongia road. The writer had also written to the Government Roads Engineer, who stated that nothing could be done until the next appropriations were passed. Mr. Burd suggested that as the County Council had charge of the expenditure of thirds and rates something might be done by the Council.: [671, 181, 805, 322]
- paragraph: Proposed by Cr. Ormsby, seconded by Cr. Hoffman, that the Whitefield patent sealed pan be the authorised pattern for Te Kuiti.: [671, 1744, 805, 1791]
- sale-date: FRIDAY, JUNE 26.: [839, 751, 932, 763]
- subheading-taxation: TAXATION,: [67, 336, 124, 347]
- lot-line: [966, 1024, 1099, 1083]
- divider: [816, 479, 955, 482]
- lot-line: [816, 876, 955, 924]
- ad-subtitle: Dates of Coming Sales.: [978, 88, 1087, 100]
- sale-date: TUESDAY, JUNE 23.: [834, 408, 937, 420]
- sale-heading: CLEARING SALE AT MATANGI.: [981, 362, 1084, 386]
- lot-number: 46: [966, 1385, 988, 1411]
- subheading-correspondence: CORRESPONDENCE.: [536, 1664, 637, 1675]
- sale-heading: TE AWAMUTU STOCK SALE.: [977, 1278, 1088, 1302]
- subheading-premiers-visit: PREMIER'S VISIT.: [542, 1408, 631, 1419]
- divider: [185, 1379, 346, 1380]
- divider: [966, 1270, 1099, 1273]
- divider: [671, 2052, 805, 2053]
- entries-solicited: Entries Solicited.: [852, 812, 919, 824]
- paragraph: The Chairman proposed, and Cr. Gregg seconded, that a sum not to exceed £7 be granted, to be spent on the Mairoa Cemetery Reserve.—Carried.: [671, 1478, 805, 1537]
- paragraph: Mr. Jas. Smyth then waited on the Premier with reference to the Railway Deviation, and stated that as Atiu was a Government township he thought the railway should go through there. The speaker went on to say that there were twenty-seven Crown tenants in the district, and they all wanted to raise a loan.—The Premier stated that if they could only manufacture say £1,000,000 they would be right for the present.: [357, 253, 502, 394]
- headline-waitomo-county-council: WAITOMO COUNTY COUNCIL.: [543, 1211, 630, 1264]
- subheading-forfeited-contract: FORFEITED CONTRACT.: [677, 793, 799, 804]
- sale-time: Sale at 11 a.m. sharp.: [990, 404, 1075, 416]
- paragraph: New Zealand was one of the finest countries in the world in producing power, and every New Zealander had reason to be proud of the land of his birth. A great work in the internal development of the country was going on, but we could not help being alive to our responsibilities to the Mother Country. We should impress upon our young men what that responsibility imposed.: [185, 269, 346, 398]
- sale-date: THURSDAY, JULY 2.: [833, 1044, 938, 1056]
- king-country-label: Country: [817, 1731, 865, 1747]
- sale-date: SATURDAY, JUNE 27.: [977, 1305, 1088, 1317]
- lot-label: UNBROKEN colts and fillies, medium and heavy draughts, harness horses, hacks and cobs, comprising:—: [1004, 1024, 1096, 1083]
- paragraph: Mr. Jer. Ormsby referred to the question of taking lands for roading purposes through Native lands, and mentioned that it was a difficult matter for the County Council to take these lands, but as the Government had power to take these lands for roading purposes, it would assist the Council if the Government would do so.: [185, 1636, 346, 1742]
- paragraph: N.B.—The dairy cows are very choice and the horses thoroughly sound and reliable.: [966, 762, 1099, 797]
